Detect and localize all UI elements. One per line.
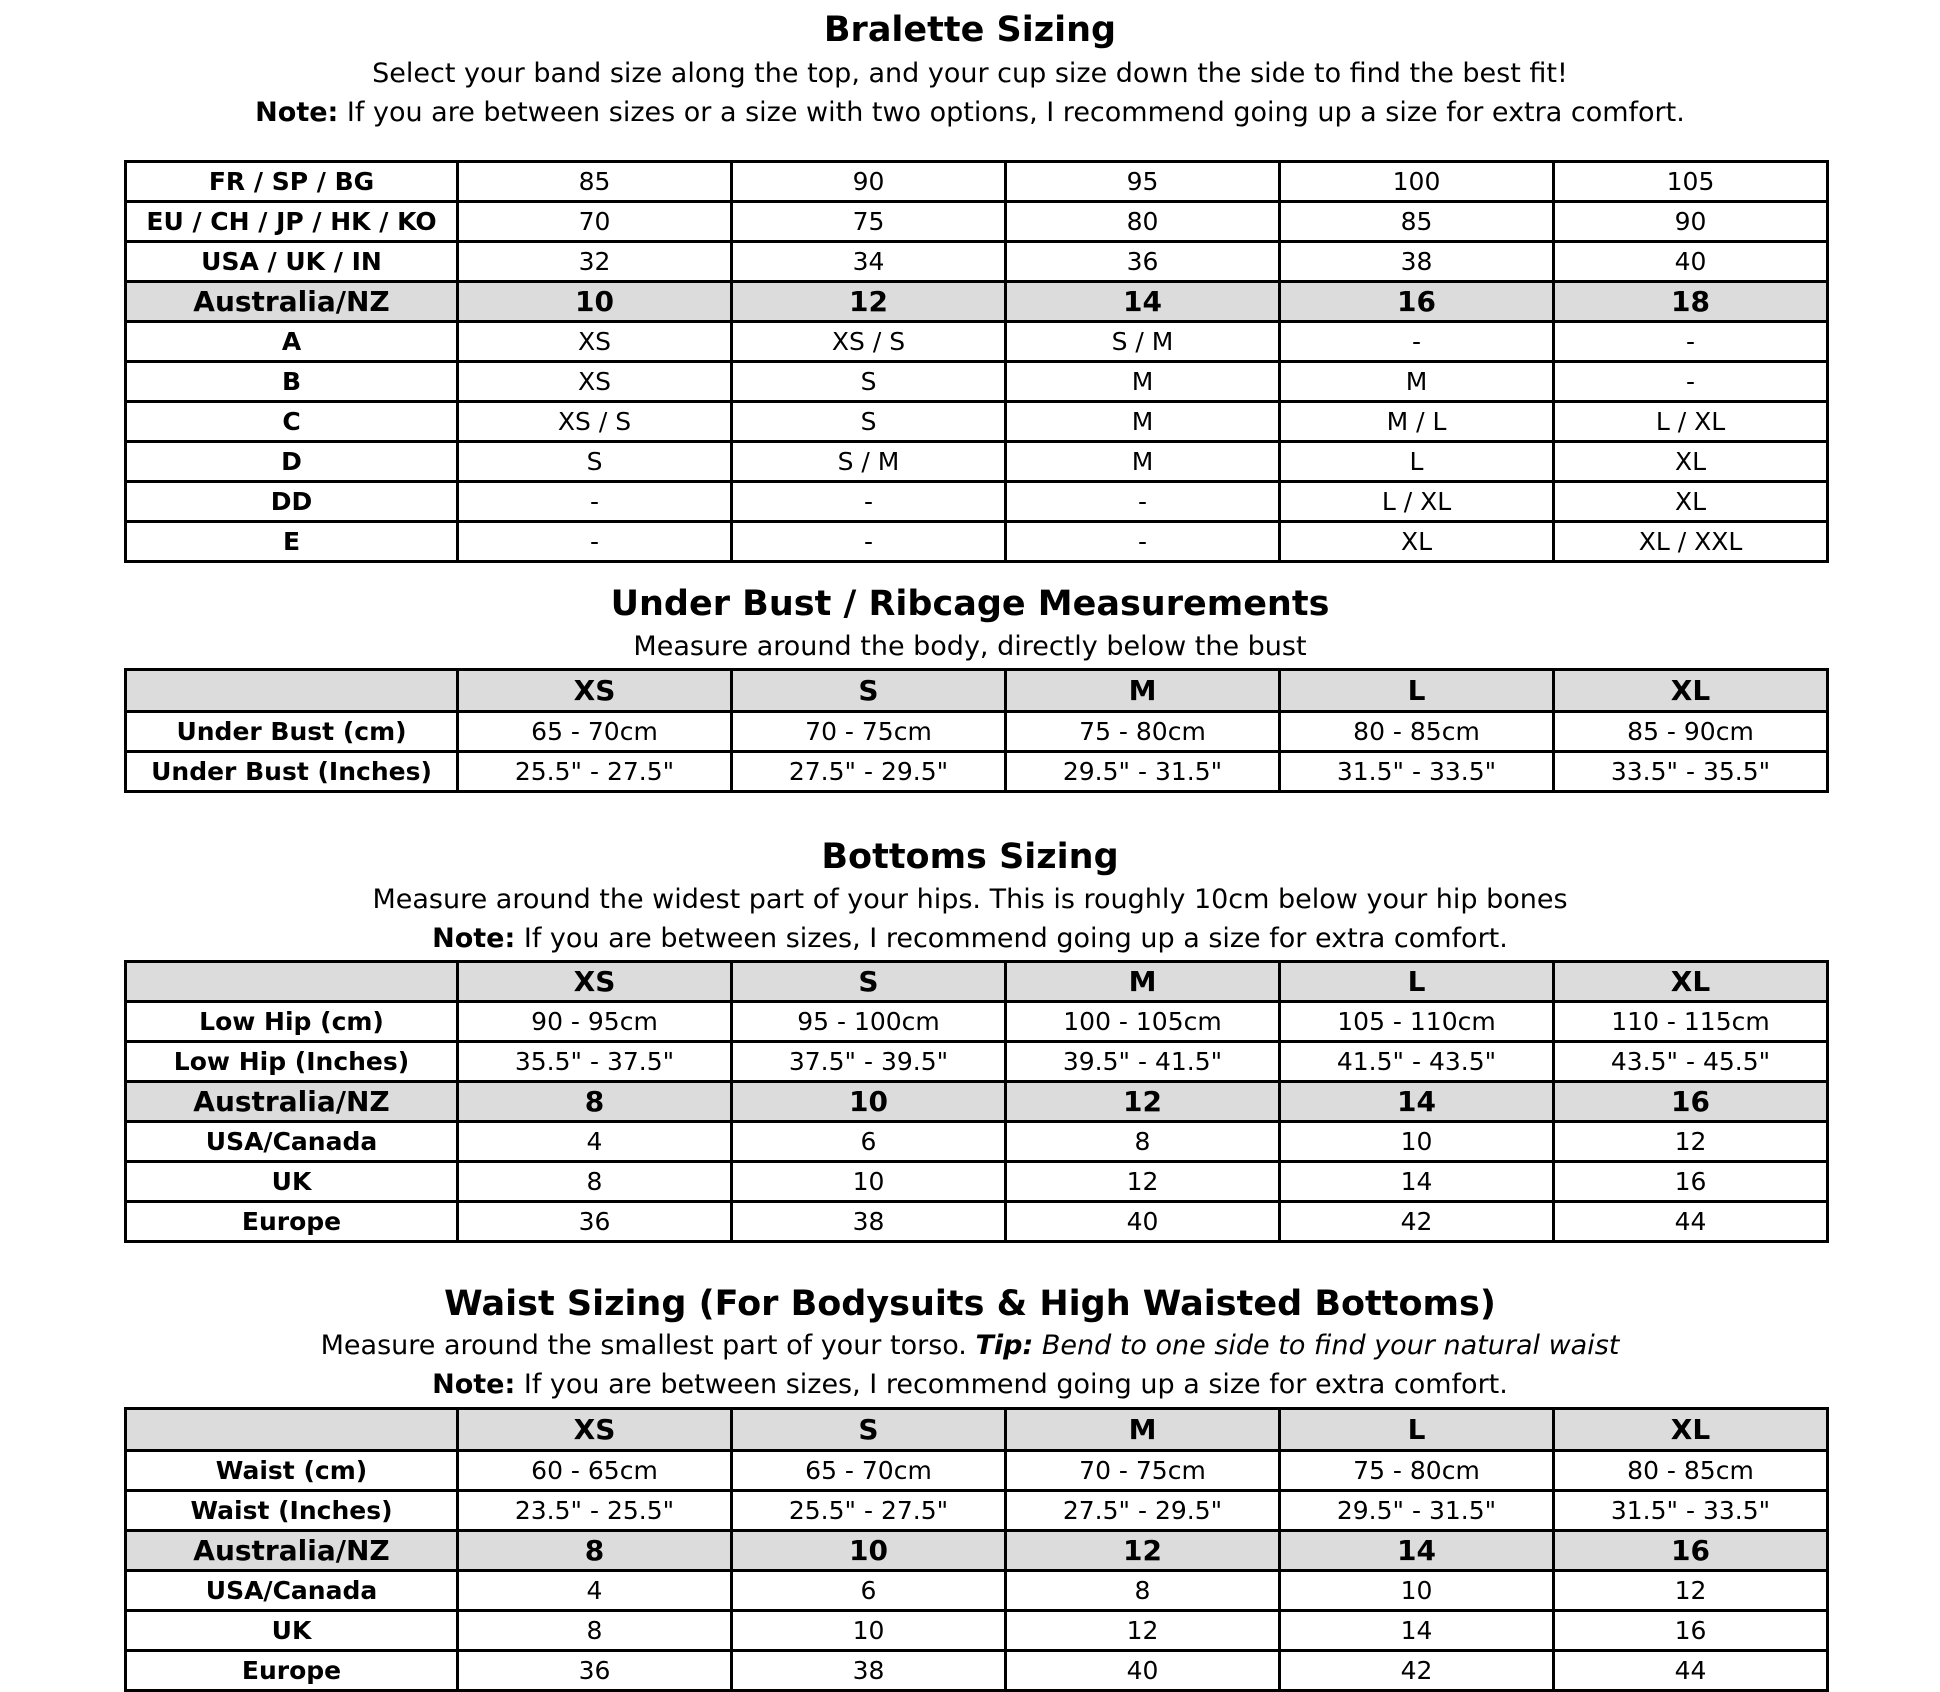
table-cell: 25.5" - 27.5" bbox=[732, 1491, 1006, 1531]
table-cell: - bbox=[732, 522, 1006, 562]
bottoms-subtitle: Measure around the widest part of your hips. This is roughly 10cm below your hip bones bbox=[372, 884, 1568, 915]
table-cell: 80 - 85cm bbox=[1280, 712, 1554, 752]
table-cell: S / M bbox=[1006, 322, 1280, 362]
table-cell: XS / S bbox=[732, 322, 1006, 362]
table-cell: 16 bbox=[1554, 1082, 1828, 1122]
table-cell: 40 bbox=[1554, 242, 1828, 282]
table-cell: 43.5" - 45.5" bbox=[1554, 1042, 1828, 1082]
table-cell: 6 bbox=[732, 1571, 1006, 1611]
table-cell: 27.5" - 29.5" bbox=[1006, 1491, 1280, 1531]
row-label: Australia/NZ bbox=[126, 1082, 458, 1122]
row-label: USA / UK / IN bbox=[126, 242, 458, 282]
table-cell: 36 bbox=[1006, 242, 1280, 282]
table-cell: 110 - 115cm bbox=[1554, 1002, 1828, 1042]
row-label: Australia/NZ bbox=[126, 1531, 458, 1571]
header-cell: S bbox=[732, 1409, 1006, 1451]
table-row bbox=[126, 202, 1828, 242]
header-cell: M bbox=[1006, 962, 1280, 1002]
table-cell: 6 bbox=[732, 1122, 1006, 1162]
row-label: Australia/NZ bbox=[126, 282, 458, 322]
table-row bbox=[126, 242, 1828, 282]
table-row-highlighted bbox=[126, 282, 1828, 322]
table-cell: 8 bbox=[458, 1082, 732, 1122]
waist-note-text: If you are between sizes, I recommend going up a size for extra comfort. bbox=[515, 1369, 1508, 1400]
row-label: E bbox=[126, 522, 458, 562]
table-cell: 16 bbox=[1554, 1611, 1828, 1651]
table-cell: 12 bbox=[1554, 1571, 1828, 1611]
waist-subtitle-text: Measure around the smallest part of your torso. bbox=[320, 1330, 976, 1361]
table-cell: 14 bbox=[1280, 1611, 1554, 1651]
table-cell: 85 bbox=[458, 162, 732, 202]
table-cell: 75 bbox=[732, 202, 1006, 242]
row-label: Under Bust (cm) bbox=[126, 712, 458, 752]
table-cell: 32 bbox=[458, 242, 732, 282]
table-cell: - bbox=[1006, 522, 1280, 562]
table-cell: 16 bbox=[1554, 1162, 1828, 1202]
table-cell: 35.5" - 37.5" bbox=[458, 1042, 732, 1082]
header-cell: XL bbox=[1554, 962, 1828, 1002]
table-cell: L bbox=[1280, 442, 1554, 482]
table-cell: 70 - 75cm bbox=[1006, 1451, 1280, 1491]
row-label: Low Hip (Inches) bbox=[126, 1042, 458, 1082]
table-cell: XS bbox=[458, 362, 732, 402]
table-cell: 10 bbox=[732, 1162, 1006, 1202]
table-row bbox=[126, 162, 1828, 202]
table-cell: 31.5" - 33.5" bbox=[1554, 1491, 1828, 1531]
bottoms-note-label: Note: bbox=[432, 923, 516, 954]
bottoms-note bbox=[0, 922, 1940, 956]
table-cell: 70 bbox=[458, 202, 732, 242]
table-row bbox=[126, 402, 1828, 442]
row-label: A bbox=[126, 322, 458, 362]
header-cell: S bbox=[732, 962, 1006, 1002]
table-cell: 38 bbox=[732, 1651, 1006, 1691]
waist-note-label: Note: bbox=[432, 1369, 516, 1400]
table-row bbox=[126, 712, 1828, 752]
table-header-row bbox=[126, 962, 1828, 1002]
table-cell: M bbox=[1006, 402, 1280, 442]
table-cell: 85 - 90cm bbox=[1554, 712, 1828, 752]
table-cell: 12 bbox=[1006, 1162, 1280, 1202]
header-cell-empty bbox=[126, 670, 458, 712]
underbust-table bbox=[124, 668, 1829, 793]
underbust-title: Under Bust / Ribcage Measurements bbox=[610, 584, 1330, 624]
row-label: EU / CH / JP / HK / KO bbox=[126, 202, 458, 242]
table-cell: 105 - 110cm bbox=[1280, 1002, 1554, 1042]
table-cell: 16 bbox=[1280, 282, 1554, 322]
table-cell: - bbox=[458, 522, 732, 562]
table-row bbox=[126, 1611, 1828, 1651]
header-cell: XS bbox=[458, 670, 732, 712]
table-cell: 18 bbox=[1554, 282, 1828, 322]
table-cell: 8 bbox=[1006, 1122, 1280, 1162]
header-cell: XL bbox=[1554, 1409, 1828, 1451]
table-cell: 40 bbox=[1006, 1651, 1280, 1691]
table-cell: 105 bbox=[1554, 162, 1828, 202]
table-cell: S bbox=[732, 362, 1006, 402]
row-label: Under Bust (Inches) bbox=[126, 752, 458, 792]
table-row bbox=[126, 322, 1828, 362]
table-cell: S / M bbox=[732, 442, 1006, 482]
waist-tip-label: Tip: bbox=[975, 1330, 1034, 1361]
bralette-note bbox=[0, 96, 1940, 130]
table-cell: - bbox=[1554, 322, 1828, 362]
table-row bbox=[126, 1451, 1828, 1491]
row-label: DD bbox=[126, 482, 458, 522]
table-cell: - bbox=[1006, 482, 1280, 522]
waist-title: Waist Sizing (For Bodysuits & High Waisted Bottoms) bbox=[444, 1284, 1496, 1324]
bottoms-note-text: If you are between sizes, I recommend going up a size for extra comfort. bbox=[515, 923, 1508, 954]
header-cell: M bbox=[1006, 670, 1280, 712]
table-row bbox=[126, 1571, 1828, 1611]
table-cell: 29.5" - 31.5" bbox=[1006, 752, 1280, 792]
table-cell: - bbox=[1554, 362, 1828, 402]
table-cell: 70 - 75cm bbox=[732, 712, 1006, 752]
table-cell: 42 bbox=[1280, 1651, 1554, 1691]
table-cell: 80 bbox=[1006, 202, 1280, 242]
table-cell: 80 - 85cm bbox=[1554, 1451, 1828, 1491]
table-row-highlighted bbox=[126, 1531, 1828, 1571]
table-cell: L / XL bbox=[1280, 482, 1554, 522]
table-cell: - bbox=[458, 482, 732, 522]
row-label: UK bbox=[126, 1162, 458, 1202]
table-cell: 8 bbox=[458, 1531, 732, 1571]
header-cell: S bbox=[732, 670, 1006, 712]
bralette-title: Bralette Sizing bbox=[823, 10, 1117, 50]
table-cell: M bbox=[1280, 362, 1554, 402]
row-label: Europe bbox=[126, 1651, 458, 1691]
table-cell: XL / XXL bbox=[1554, 522, 1828, 562]
row-label: USA/Canada bbox=[126, 1122, 458, 1162]
header-cell: M bbox=[1006, 1409, 1280, 1451]
table-cell: 75 - 80cm bbox=[1280, 1451, 1554, 1491]
table-cell: 65 - 70cm bbox=[732, 1451, 1006, 1491]
table-cell: XL bbox=[1554, 442, 1828, 482]
row-label: B bbox=[126, 362, 458, 402]
table-cell: 38 bbox=[732, 1202, 1006, 1242]
table-cell: 4 bbox=[458, 1571, 732, 1611]
row-label: D bbox=[126, 442, 458, 482]
table-cell: 39.5" - 41.5" bbox=[1006, 1042, 1280, 1082]
table-header-row bbox=[126, 1409, 1828, 1451]
header-cell: XS bbox=[458, 1409, 732, 1451]
row-label: Waist (cm) bbox=[126, 1451, 458, 1491]
table-cell: 10 bbox=[458, 282, 732, 322]
table-cell: 100 bbox=[1280, 162, 1554, 202]
header-cell-empty bbox=[126, 1409, 458, 1451]
table-cell: 29.5" - 31.5" bbox=[1280, 1491, 1554, 1531]
table-row bbox=[126, 1202, 1828, 1242]
table-cell: XL bbox=[1280, 522, 1554, 562]
table-cell: 36 bbox=[458, 1651, 732, 1691]
table-cell: 44 bbox=[1554, 1202, 1828, 1242]
table-cell: 10 bbox=[732, 1611, 1006, 1651]
row-label: C bbox=[126, 402, 458, 442]
table-cell: 10 bbox=[732, 1531, 1006, 1571]
table-cell: XS bbox=[458, 322, 732, 362]
header-cell-empty bbox=[126, 962, 458, 1002]
table-cell: M bbox=[1006, 442, 1280, 482]
row-label: Waist (Inches) bbox=[126, 1491, 458, 1531]
table-cell: 31.5" - 33.5" bbox=[1280, 752, 1554, 792]
table-cell: 38 bbox=[1280, 242, 1554, 282]
table-cell: 40 bbox=[1006, 1202, 1280, 1242]
table-cell: 10 bbox=[1280, 1122, 1554, 1162]
table-cell: M bbox=[1006, 362, 1280, 402]
waist-table bbox=[124, 1407, 1829, 1692]
table-row bbox=[126, 362, 1828, 402]
table-cell: - bbox=[1280, 322, 1554, 362]
table-cell: 23.5" - 25.5" bbox=[458, 1491, 732, 1531]
row-label: USA/Canada bbox=[126, 1571, 458, 1611]
row-label: Europe bbox=[126, 1202, 458, 1242]
table-cell: 75 - 80cm bbox=[1006, 712, 1280, 752]
table-cell: 14 bbox=[1280, 1531, 1554, 1571]
bralette-note-label: Note: bbox=[255, 97, 339, 128]
table-cell: 90 bbox=[732, 162, 1006, 202]
table-cell: 42 bbox=[1280, 1202, 1554, 1242]
table-row bbox=[126, 442, 1828, 482]
table-cell: 85 bbox=[1280, 202, 1554, 242]
table-row bbox=[126, 1491, 1828, 1531]
table-cell: 44 bbox=[1554, 1651, 1828, 1691]
table-cell: 33.5" - 35.5" bbox=[1554, 752, 1828, 792]
table-cell: 60 - 65cm bbox=[458, 1451, 732, 1491]
table-row bbox=[126, 522, 1828, 562]
table-row-highlighted bbox=[126, 1082, 1828, 1122]
table-cell: 27.5" - 29.5" bbox=[732, 752, 1006, 792]
row-label: Low Hip (cm) bbox=[126, 1002, 458, 1042]
bralette-subtitle: Select your band size along the top, and your cup size down the side to find the best fit! bbox=[372, 58, 1568, 89]
header-cell: L bbox=[1280, 1409, 1554, 1451]
table-cell: 100 - 105cm bbox=[1006, 1002, 1280, 1042]
table-cell: 90 bbox=[1554, 202, 1828, 242]
bralette-note-text: If you are between sizes or a size with two options, I recommend going up a size for extra comfort. bbox=[338, 97, 1685, 128]
table-cell: 14 bbox=[1280, 1082, 1554, 1122]
table-cell: XL bbox=[1554, 482, 1828, 522]
bralette-table bbox=[124, 160, 1829, 563]
table-row bbox=[126, 1042, 1828, 1082]
table-cell: 8 bbox=[1006, 1571, 1280, 1611]
table-cell: 10 bbox=[732, 1082, 1006, 1122]
table-cell: 37.5" - 39.5" bbox=[732, 1042, 1006, 1082]
table-row bbox=[126, 482, 1828, 522]
header-cell: L bbox=[1280, 670, 1554, 712]
table-cell: 65 - 70cm bbox=[458, 712, 732, 752]
table-cell: 12 bbox=[732, 282, 1006, 322]
bottoms-table bbox=[124, 960, 1829, 1243]
table-cell: 12 bbox=[1006, 1082, 1280, 1122]
table-cell: 36 bbox=[458, 1202, 732, 1242]
table-row bbox=[126, 1002, 1828, 1042]
waist-subtitle bbox=[0, 1329, 1940, 1363]
header-cell: XS bbox=[458, 962, 732, 1002]
table-cell: - bbox=[732, 482, 1006, 522]
table-cell: S bbox=[732, 402, 1006, 442]
table-cell: S bbox=[458, 442, 732, 482]
table-cell: 41.5" - 43.5" bbox=[1280, 1042, 1554, 1082]
waist-note bbox=[0, 1368, 1940, 1402]
table-cell: M / L bbox=[1280, 402, 1554, 442]
table-cell: 8 bbox=[458, 1162, 732, 1202]
table-cell: 16 bbox=[1554, 1531, 1828, 1571]
table-cell: 14 bbox=[1006, 282, 1280, 322]
table-cell: 4 bbox=[458, 1122, 732, 1162]
table-header-row bbox=[126, 670, 1828, 712]
table-cell: 12 bbox=[1006, 1531, 1280, 1571]
underbust-subtitle: Measure around the body, directly below the bust bbox=[633, 631, 1307, 662]
table-cell: 25.5" - 27.5" bbox=[458, 752, 732, 792]
table-cell: L / XL bbox=[1554, 402, 1828, 442]
table-row bbox=[126, 752, 1828, 792]
table-row bbox=[126, 1651, 1828, 1691]
bottoms-title: Bottoms Sizing bbox=[821, 837, 1119, 877]
header-cell: XL bbox=[1554, 670, 1828, 712]
table-cell: 12 bbox=[1006, 1611, 1280, 1651]
table-cell: 95 - 100cm bbox=[732, 1002, 1006, 1042]
table-cell: 12 bbox=[1554, 1122, 1828, 1162]
table-row bbox=[126, 1162, 1828, 1202]
table-row bbox=[126, 1122, 1828, 1162]
row-label: UK bbox=[126, 1611, 458, 1651]
row-label: FR / SP / BG bbox=[126, 162, 458, 202]
table-cell: 90 - 95cm bbox=[458, 1002, 732, 1042]
header-cell: L bbox=[1280, 962, 1554, 1002]
table-cell: XS / S bbox=[458, 402, 732, 442]
table-cell: 8 bbox=[458, 1611, 732, 1651]
table-cell: 34 bbox=[732, 242, 1006, 282]
table-cell: 10 bbox=[1280, 1571, 1554, 1611]
waist-tip-text: Bend to one side to find your natural waist bbox=[1033, 1330, 1620, 1361]
table-cell: 95 bbox=[1006, 162, 1280, 202]
table-cell: 14 bbox=[1280, 1162, 1554, 1202]
